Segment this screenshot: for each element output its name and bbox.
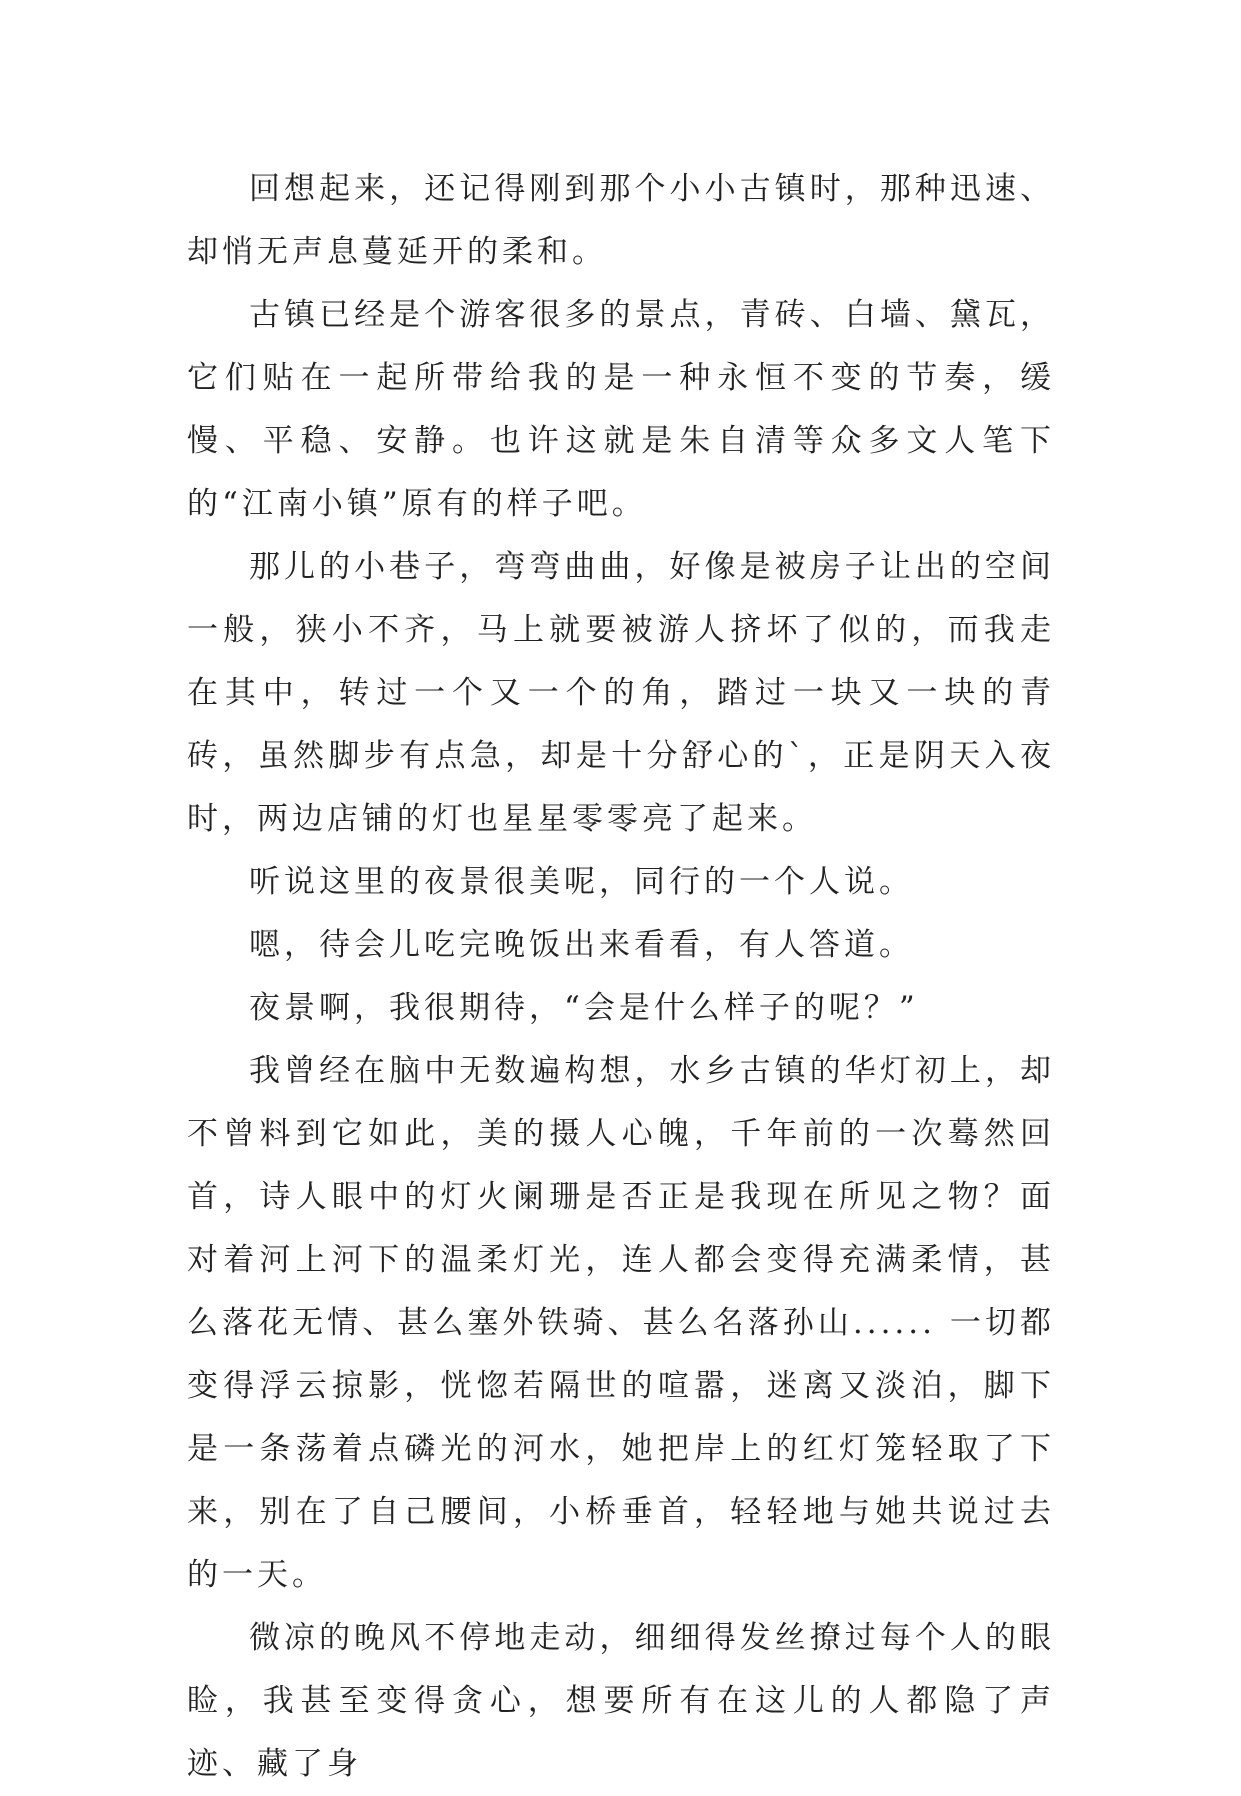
paragraph: 那儿的小巷子，弯弯曲曲，好像是被房子让出的空间一般，狭小不齐，马上就要被游人挤坏了似的，而我走在其中，转过一个又一个的角，踏过一块又一块的青砖，虽然脚步有点急，却是十分舒心的`，正是阴天入夜时，两边店铺的灯也星星零零亮了起来。 bbox=[187, 549, 1055, 837]
paragraph: 回想起来，还记得刚到那个小小古镇时，那种迅速、却悄无声息蔓延开的柔和。 bbox=[187, 171, 1055, 270]
paragraph: 夜景啊，我很期待，“会是什么样子的呢？” bbox=[249, 990, 919, 1026]
essay-body bbox=[187, 158, 1055, 1796]
paragraph: 我曾经在脑中无数遍构想，水乡古镇的华灯初上，却不曾料到它如此，美的摄人心魄，千年前的一次蓦然回首，诗人眼中的灯火阑珊是否正是我现在所见之物？面对着河上河下的温柔灯光，连人都会变得充满柔情，甚么落花无情、甚么塞外铁骑、甚么名落孙山...... 一切都变得浮云掠影，恍惚若隔世的喧嚣，迷离又淡泊，脚下是一条荡着点磷光的河水，她把岸上的红灯笼轻取了下来，别在了自己腰间，小桥垂首，轻轻地与她共说过去的一天。 bbox=[187, 1053, 1055, 1593]
paragraph: 古镇已经是个游客很多的景点，青砖、白墙、黛瓦，它们贴在一起所带给我的是一种永恒不变的节奏，缓慢、平稳、安静。也许这就是朱自清等众多文人笔下的“江南小镇”原有的样子吧。 bbox=[187, 297, 1055, 522]
paragraph: 听说这里的夜景很美呢，同行的一个人说。 bbox=[249, 864, 914, 900]
paragraph: 微凉的晚风不停地走动，细细得发丝撩过每个人的眼睑，我甚至变得贪心，想要所有在这儿的人都隐了声迹、藏了身 bbox=[187, 1620, 1055, 1782]
paragraph: 嗯，待会儿吃完晚饭出来看看，有人答道。 bbox=[249, 927, 914, 963]
